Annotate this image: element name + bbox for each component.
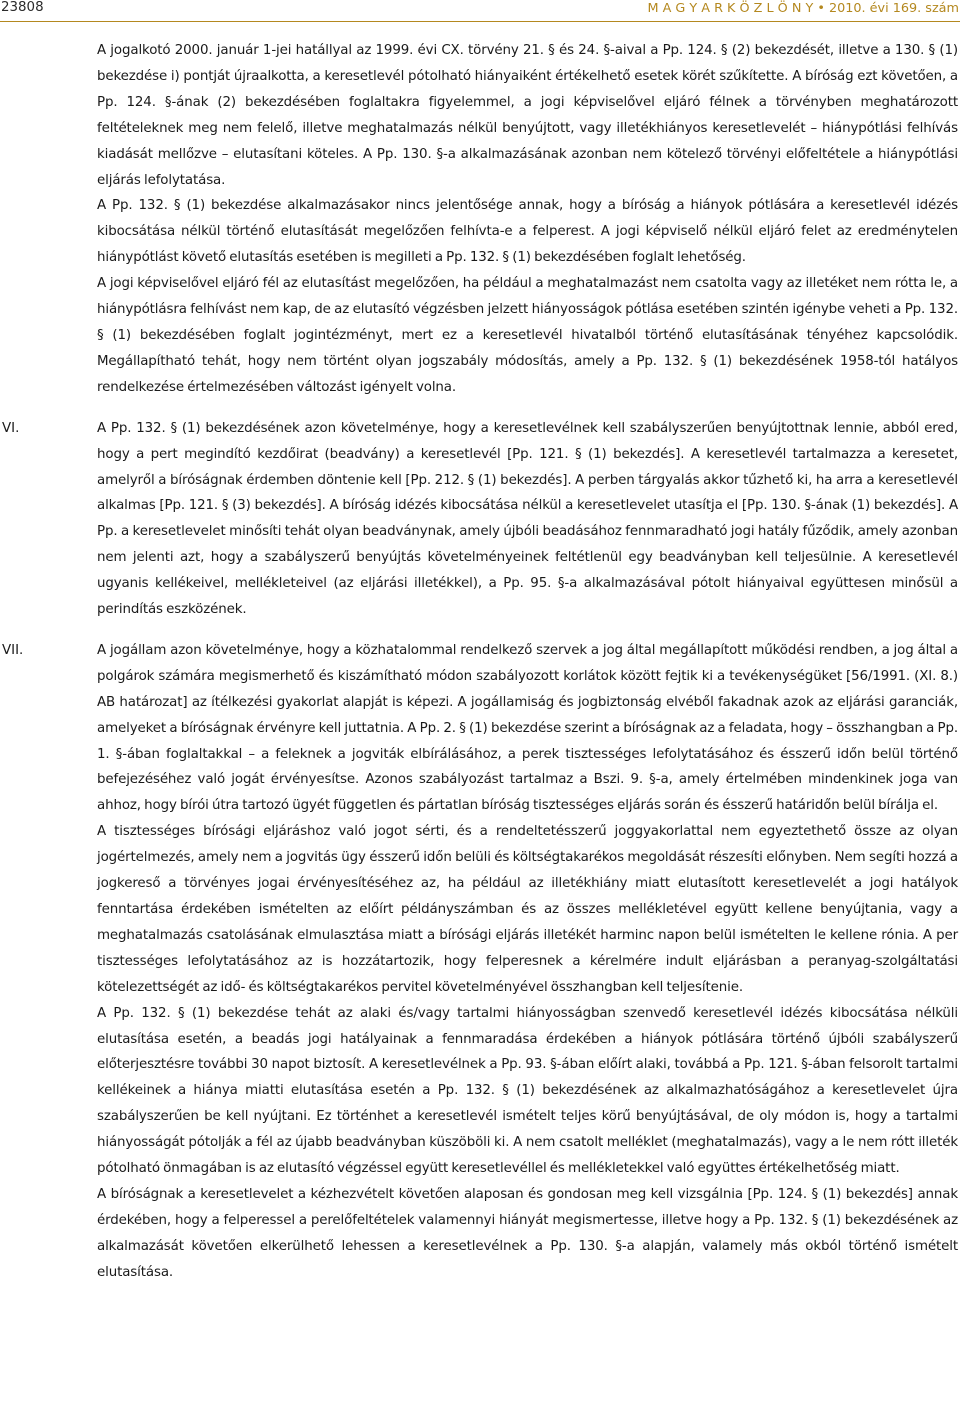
page-number: 23808 bbox=[1, 0, 44, 15]
paragraph: A tisztességes bírósági eljáráshoz való jogot sérti, és a rendeltetésszerű joggyakorlattal nem egyeztethető össze az olyan jogértelmezés, amely nem a jogvitás ügy ésszerű időn belüli és költségtakarékos megoldását részesíti előnyben. Nem segíti hozzá a jogkereső a törvényes jogai érvényesítéséhez az, ha például az illetékhiány miatt elutasított keresetlevelét a jogi hatályok fenntartása érdekében ismételten az előírt példányszámban és az összes mellékletével együtt kellene benyújtania, vagy a meghatalmazás csatolásának elmulasztása miatt a bírósági eljárás illetékét harminc napon belül ismételten le kellene rónia. A per tisztességes lefolytatásához az is hozzátartozik, hogy felperesnek a kérelmére indult eljárásban a peranyag-szolgáltatási kötelezettségét az idő- és költségtakarékos pervitel követelményével összhangban kell teljesítenie. bbox=[97, 824, 958, 995]
paragraph: A jogi képviselővel eljáró fél az elutasítást megelőzően, ha például a meghatalmazást nem csatolta vagy az illetéket nem rótta le, a hiánypótlásra felhívást nem kap, de az elutasító végzésben jelzett hiányosságok pótlása esetében szintén igénybe veheti a Pp. 132. § (1) bekezdésében foglalt jogintézményt, mert ez a keresetlevél hivatalból történő elutasításának tényéhez kapcsolódik. Megállapítható tehát, hogy nem történt olyan jogszabály módosítás, amely a Pp. 132. § (1) bekezdésének 1958-tól hatályos rendelkezése értelmezésében változást igényelt volna. bbox=[97, 276, 958, 395]
section-vi bbox=[0, 416, 960, 623]
section-vii bbox=[0, 638, 960, 1286]
header-rule bbox=[0, 21, 960, 22]
section-marker: VII. bbox=[2, 642, 24, 658]
paragraph: A jogalkotó 2000. január 1-jei hatállyal az 1999. évi CX. törvény 21. § és 24. §-aival a Pp. 124. § (2) bekezdését, illetve a 130. § (1) bekezdése i) pontját újraalkotta, a keresetlevél pótolható hiányaiként értékelhető esetek körét szűkítette. A bíróság ezt követően, a Pp. 124. §-ának (2) bekezdésében foglaltakra figyelemmel, a jogi képviselővel eljáró félnek a törvényben meghatározott feltételeknek meg nem felelő, illetve meghatalmazás nélkül benyújtott, vagy illetékhiányos keresetlevelét – hiánypótlási felhívás kiadását mellőzve – elutasítani köteles. A Pp. 130. §-a alkalmazásának azonban nem kötelező törvényi előfeltétele a hiánypótlási eljárás lefolytatása. bbox=[97, 43, 958, 188]
page-body bbox=[0, 38, 960, 1286]
paragraph: A Pp. 132. § (1) bekezdése alkalmazásakor nincs jelentősége annak, hogy a bíróság a hiányok pótlására a keresetlevél idézés kibocsátása nélkül történő elutasítását megelőzően felhívta-e a felperest. A jogi képviselő nélkül eljáró felet az eredménytelen hiánypótlást követő elutasítás esetében is megilleti a Pp. 132. § (1) bekezdésében foglalt lehetőség. bbox=[97, 198, 958, 266]
section-text bbox=[97, 38, 958, 401]
paragraph: A bíróságnak a keresetlevelet a kézhezvételt követően alaposan és gondosan meg kell vizsgálnia [Pp. 124. § (1) bekezdés] annak érdekében, hogy a felperessel a perelőfeltételek valamennyi hiányát megismertesse, illetve hogy a Pp. 132. § (1) bekezdésének az alkalmazását követően elkerülhető lehessen a keresetlevélnek a Pp. 130. §-a alapján, valamely más okból történő ismételt elutasítása. bbox=[97, 1186, 958, 1280]
paragraph: A Pp. 132. § (1) bekezdése tehát az alaki és/vagy tartalmi hiányosságban szenvedő keresetlevél idézés kibocsátása nélküli elutasítása esetén, a beadás jogi hatályainak a fennmaradása érdekében a hiányok pótlására történő újbóli szabályszerű előterjesztésre további 30 napot biztosít. A keresetlevélnek a Pp. 93. §-ában előírt alaki, továbbá a Pp. 121. §-ában felsorolt tartalmi kellékeinek a hiánya miatti elutasítása esetén a Pp. 132. § (1) bekezdésének az alkalmazhatóságához a keresetlevelet újra szabályszerűen be kell nyújtani. Ez történhet a keresetlevél ismételt teljes körű benyújtásával, de oly módon is, hogy a tartalmi hiányosságát pótolják a fél az újabb beadványban küszöböli ki. A nem csatolt melléklet (meghatalmazás), vagy a le nem rótt illeték pótolható önmagában is az elutasító végzéssel együtt keresetlevéllel és mellékletekkel való együttes értékelhetőség miatt. bbox=[97, 1005, 958, 1177]
section-text bbox=[97, 416, 958, 623]
paragraph: A jogállam azon követelménye, hogy a közhatalommal rendelkező szervek a jog által megállapított működési rendben, a jog által a polgárok számára megismerhető és kiszámítható módon szabályozott korlátok között fejtik ki a tevékenységüket [56/1991. (XI. 8.) AB határozat] az ítélkezési gyakorlat alapját is képezi. A jogállamiság és jogbiztonság elvéből fakadnak azok az eljárási garanciák, amelyeket a bíróságnak érvényre kell juttatnia. A Pp. 2. § (1) bekezdése szerint a bíróságnak az a feladata, hogy – összhangban a Pp. 1. §-ában foglaltakkal – a feleknek a jogviták elbírálásához, a perek tisztességes lefolytatásához és ésszerű időn belül történő befejezéséhez való jogát érvényesítse. Azonos szabályozást tartalmaz a Bszi. 9. §-a, amely értelmében mindenkinek joga van ahhoz, hogy bírói útra tartozó ügyét független és pártatlan bíróság tisztességes eljárás során és ésszerű határidőn belül bírálja el. bbox=[97, 642, 958, 814]
section-text bbox=[97, 638, 958, 1286]
page-header bbox=[0, 0, 960, 22]
paragraph: A Pp. 132. § (1) bekezdésének azon követelménye, hogy a keresetlevélnek kell szabályszerűen benyújtottnak lennie, abból ered, hogy a pert megindító kezdőirat (beadvány) a keresetlevél [Pp. 121. § (1) bekezdés]. A keresetlevél tartalmazza a keresetet, amelyről a bíróságnak érdemben döntenie kell [Pp. 212. § (1) bekezdés]. A perben tárgyalás akkor tűzhető ki, ha arra a keresetlevél alkalmas [Pp. 121. § (3) bekezdés]. A bíróság idézés kibocsátása nélkül a keresetlevelet utasítja el [Pp. 130. §-ának (1) bekezdés]. A Pp. a keresetlevelet minősíti tehát olyan beadványnak, amely újbóli beadásához fennmaradható jogi hatály fűződik, amely azonban nem jelenti azt, hogy a szabályszerű benyújtás követelményeinek feltétlenül egy beadványban kell teljesülnie. A keresetlevél ugyanis kellékeivel, mellékleteivel (az eljárási illetékkel), a Pp. 95. §-a alkalmazásával pótolt hiányaival együttesen minősül a perindítás eszközének. bbox=[97, 420, 958, 618]
section-intro bbox=[0, 38, 960, 401]
journal-title: M A G Y A R K Ö Z L Ö N Y • 2010. évi 169. szám bbox=[647, 1, 959, 16]
section-marker: VI. bbox=[2, 420, 20, 436]
